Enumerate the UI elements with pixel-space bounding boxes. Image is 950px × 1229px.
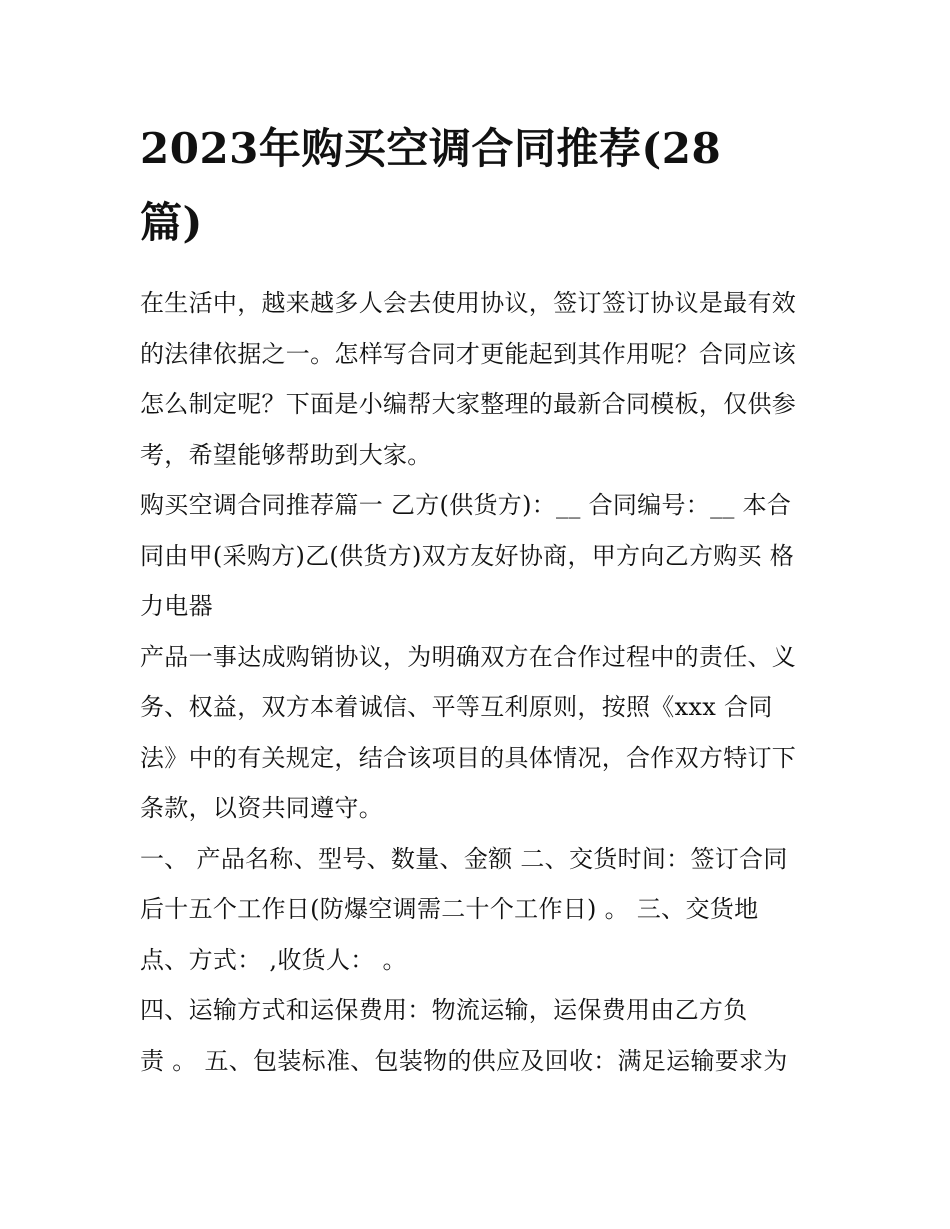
intro-paragraph bbox=[140, 278, 812, 480]
title-line: 2023年购买空调合同推荐(28 bbox=[140, 124, 722, 173]
text-line: 在生活中，越来越多人会去使用协议，签订签订协议是最有效 bbox=[140, 289, 797, 317]
text-line: 的法律依据之一。怎样写合同才更能起到其作用呢？合同应该 bbox=[140, 339, 797, 368]
text-line: 后十五个工作日(防爆空调需二十个工作日) 。 三、交货地 bbox=[140, 895, 759, 923]
clauses-paragraph-1 bbox=[140, 834, 812, 986]
document-title bbox=[140, 112, 812, 260]
clauses-paragraph-2 bbox=[140, 985, 812, 1086]
text-line: 条款，以资共同遵守。 bbox=[140, 794, 383, 822]
contract-header-paragraph bbox=[140, 480, 812, 632]
text-line: 怎么制定呢？下面是小编帮大家整理的最新合同模板，仅供参 bbox=[140, 390, 797, 418]
text-line: 责 。 五、包装标准、包装物的供应及回收：满足运输要求为 bbox=[140, 1046, 788, 1075]
title-line: 篇) bbox=[140, 198, 203, 247]
text-line: 点、方式： ,收货人： 。 bbox=[140, 945, 407, 974]
text-line: 务、权益，双方本着诚信、平等互利原则，按照《xxx 合同 bbox=[140, 693, 773, 721]
text-line: 四、运输方式和运保费用：物流运输，运保费用由乙方负 bbox=[140, 996, 748, 1024]
text-line: 一、 产品名称、型号、数量、金额 二、交货时间：签订合同 bbox=[140, 844, 788, 873]
text-line: 考，希望能够帮助到大家。 bbox=[140, 440, 432, 469]
agreement-paragraph bbox=[140, 632, 812, 834]
text-line: 力电器 bbox=[140, 592, 213, 620]
text-line: 同由甲(采购方)乙(供货方)双方友好协商，甲方向乙方购买 格 bbox=[140, 541, 795, 570]
document-page bbox=[140, 112, 812, 1086]
text-line: 购买空调合同推荐篇一 乙方(供货方)：__ 合同编号：__ 本合 bbox=[140, 491, 792, 519]
text-line: 产品一事达成购销协议，为明确双方在合作过程中的责任、义 bbox=[140, 642, 797, 671]
text-line: 法》中的有关规定，结合该项目的具体情况，合作双方特订下 bbox=[140, 743, 797, 772]
